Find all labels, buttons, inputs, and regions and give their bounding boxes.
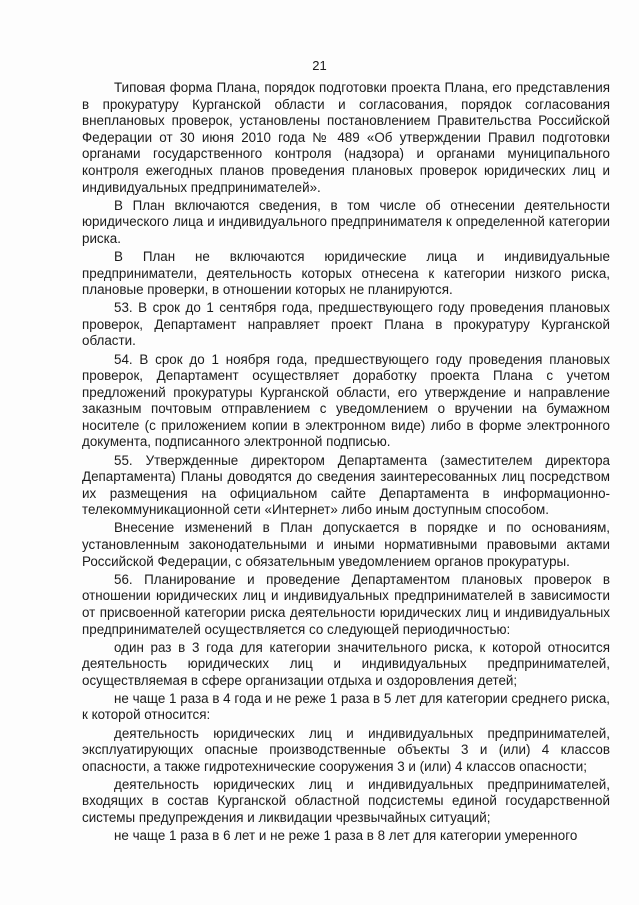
paragraph: Типовая форма Плана, порядок подготовки проекта Плана, его представления в прокуратуру Курганской области и согласования, порядок согласования внеплановых проверок, установлены постановлением Правительства Российской Федерации от 30 июня 2010 года № 489 «Об утверждении Правил подготовки органами государственного контроля (надзора) и органами муниципального контроля ежегодных планов проведения плановых проверок юридических лиц и индивидуальных предпринимателей». (82, 80, 610, 195)
paragraph: В План включаются сведения, в том числе об отнесении деятельности юридического лица и индивидуального предпринимателя к определенной категории риска. (82, 197, 610, 246)
paragraph: 54. В срок до 1 ноября года, предшествующего году проведения плановых проверок, Департамент осуществляет доработку проекта Плана с учетом предложений прокуратуры Курганской области, его утверждение и направление заказным почтовым отправлением с уведомлением о вручении на бумажном носителе (с приложением копии в электронном виде) либо в форме электронного документа, подписанного электронной подписью. (82, 351, 610, 450)
paragraph: 55. Утвержденные директором Департамента (заместителем директора Департамента) Планы доводятся до сведения заинтересованных лиц посредством их размещения на официальном сайте Департамента в информационно-телекоммуникационной сети «Интернет» либо иным доступным способом. (82, 452, 610, 518)
paragraph: не чаще 1 раза в 6 лет и не реже 1 раза в 8 лет для категории умеренного (114, 828, 578, 844)
paragraph: деятельность юридических лиц и индивидуальных предпринимателей, входящих в состав Курганской областной подсистемы единой государственной системы предупреждения и ликвидации чрезвычайных ситуаций; (82, 776, 610, 826)
paragraph: деятельность юридических лиц и индивидуальных предпринимателей, эксплуатирующих опасные производственные объекты 3 и (или) 4 классов опасности, а также гидротехнические сооружения 3 и (или) 4 классов опасности; (82, 725, 610, 774)
document-body (82, 80, 610, 846)
paragraph: один раз в 3 года для категории значительного риска, к которой относится деятельность юридических лиц и индивидуальных предпринимателей, осуществляемая в сфере организации отдыха и оздоровления детей; (82, 639, 610, 688)
paragraph: В План не включаются юридические лица и индивидуальные предприниматели, деятельность которых отнесена к категории низкого риска, плановые проверки, в отношении которых не планируются. (82, 248, 610, 298)
page-number: 21 (312, 58, 327, 73)
paragraph: 53. В срок до 1 сентября года, предшествующего году проведения плановых проверок, Департамент направляет проект Плана в прокуратуру Курганской области. (82, 300, 610, 349)
paragraph: 56. Планирование и проведение Департаментом плановых проверок в отношении юридических лиц и индивидуальных предпринимателей в зависимости от присвоенной категории риска деятельности юридических лиц и индивидуальных предпринимателей осуществляется со следующей периодичностью: (82, 571, 610, 637)
paragraph: Внесение изменений в План допускается в порядке и по основаниям, установленным законодательными и иными нормативными правовыми актами Российской Федерации, с обязательным уведомлением органов прокуратуры. (82, 520, 610, 569)
paragraph: не чаще 1 раза в 4 года и не реже 1 раза в 5 лет для категории среднего риска, к которой относится: (82, 690, 610, 723)
